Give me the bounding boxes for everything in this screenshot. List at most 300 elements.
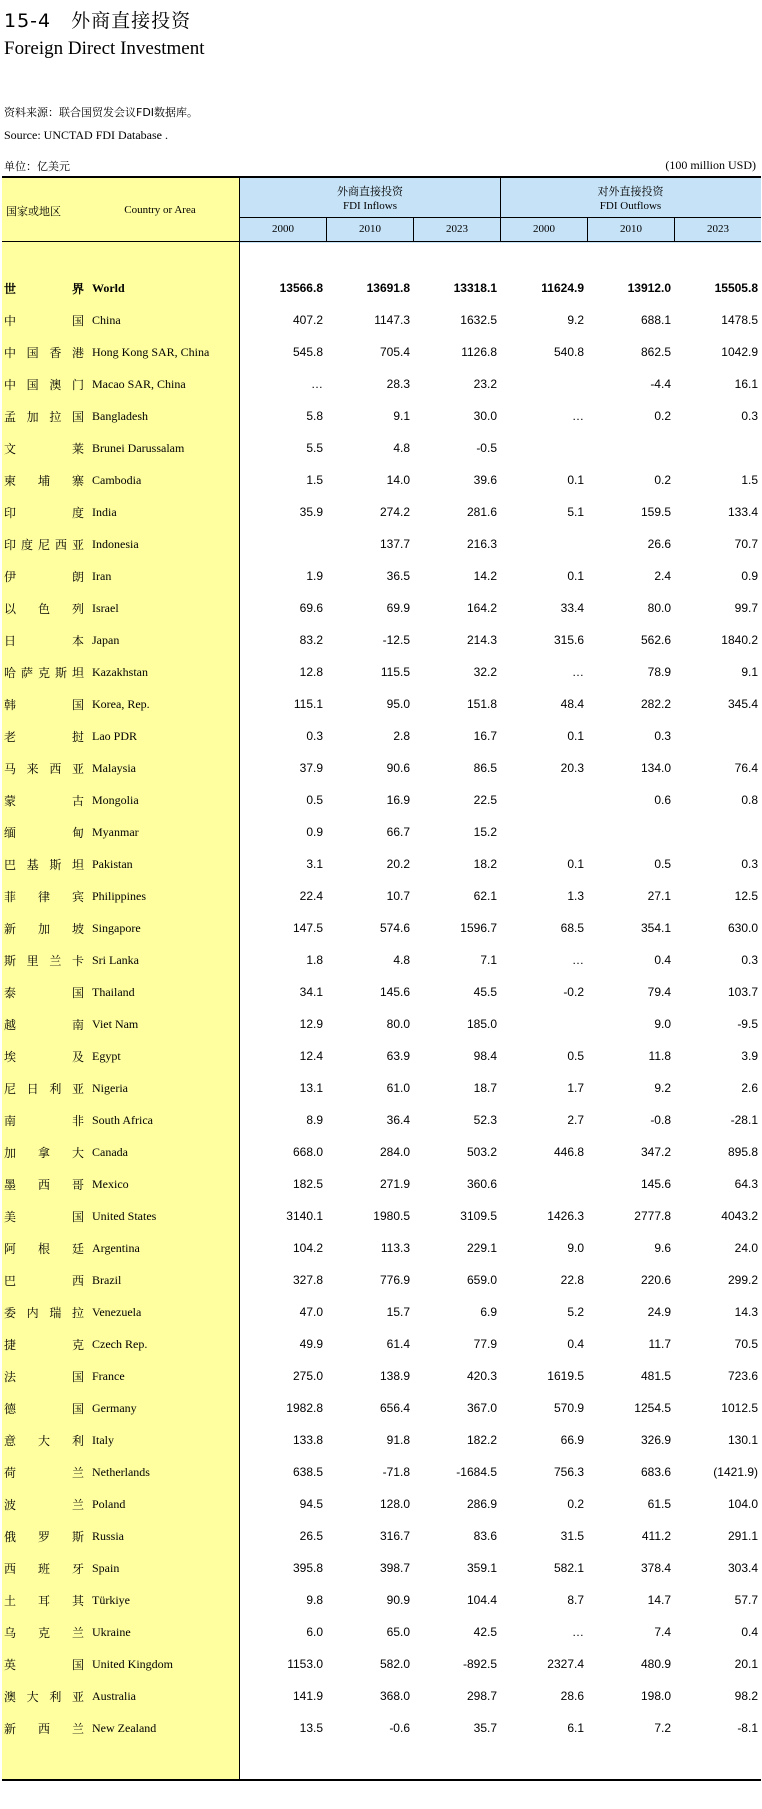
value-cell: 298.7 [466,1689,497,1703]
area-name-en: Egypt [92,1049,121,1063]
value-cell: 446.8 [553,1145,584,1159]
value-cell: 45.5 [473,985,497,999]
area-name-cn: 世 界 [4,282,84,296]
value-cell: 13.1 [299,1081,323,1095]
value-cell: 0.4 [741,1625,758,1639]
year-header: 2000 [272,223,294,235]
area-name-cn: 斯里兰卡 [4,954,84,968]
area-name-cn: 中国香港 [4,346,84,360]
value-cell: 104.0 [727,1497,758,1511]
table-row [0,1679,762,1711]
value-cell: 3.9 [741,1049,758,1063]
value-cell: 14.2 [473,569,497,583]
area-name-en: Thailand [92,985,135,999]
value-cell: 35.7 [473,1721,497,1735]
table-row [0,1615,762,1647]
value-cell: 61.4 [386,1337,410,1351]
table-row [0,271,762,303]
value-cell: -1684.5 [456,1465,497,1479]
value-cell: 14.0 [386,473,410,487]
table-row [0,1103,762,1135]
value-cell: 10.7 [386,889,410,903]
area-name-en: Australia [92,1689,136,1703]
value-cell: 4043.2 [721,1209,758,1223]
area-name-cn: 捷 克 [4,1338,84,1352]
area-name-en: South Africa [92,1113,153,1127]
value-cell: 1.9 [306,569,323,583]
area-name-en: Argentina [92,1241,140,1255]
value-cell: 570.9 [553,1401,584,1415]
value-cell: 22.4 [299,889,323,903]
value-cell: 66.9 [560,1433,584,1447]
value-cell: 480.9 [640,1657,671,1671]
value-cell: 35.9 [299,505,323,519]
value-cell: 0.8 [741,793,758,807]
area-name-cn: 菲律宾 [4,890,84,904]
value-cell: 316.7 [379,1529,410,1543]
value-cell: 5.2 [567,1305,584,1319]
value-cell: 327.8 [292,1273,323,1287]
value-cell: 103.7 [727,985,758,999]
year-header: 2010 [359,223,381,235]
value-cell: 862.5 [640,345,671,359]
year-header: 2023 [446,223,468,235]
value-cell: 299.2 [727,1273,758,1287]
value-cell: 367.0 [466,1401,497,1415]
value-cell: 271.9 [379,1177,410,1191]
value-cell: 113.3 [380,1241,410,1255]
value-cell: 1.5 [741,473,758,487]
table-row [0,1647,762,1679]
value-cell: 16.7 [473,729,497,743]
value-cell: 659.0 [466,1273,497,1287]
value-cell: -8.1 [737,1721,758,1735]
value-cell: 688.1 [640,313,671,327]
value-cell: 24.0 [734,1241,758,1255]
value-cell: 61.5 [647,1497,671,1511]
value-cell: … [572,953,584,967]
area-name-cn: 波 兰 [4,1498,84,1512]
area-name-en: Korea, Rep. [92,697,150,711]
value-cell: 99.7 [734,601,758,615]
value-cell: 18.2 [473,857,497,871]
value-cell: 137.7 [379,537,410,551]
value-cell: 28.6 [560,1689,584,1703]
value-cell: 130.1 [727,1433,758,1447]
area-name-cn: 中国澳门 [4,378,84,392]
area-name-en: Pakistan [92,857,133,871]
value-cell: 9.0 [654,1017,671,1031]
area-name-cn: 蒙 古 [4,794,84,808]
value-cell: 0.2 [567,1497,584,1511]
table-row [0,847,762,879]
area-name-cn: 加拿大 [4,1146,84,1160]
value-cell: 274.2 [379,505,410,519]
value-cell: 12.5 [734,889,758,903]
area-name-en: World [92,281,125,295]
area-name-en: Türkiye [92,1593,130,1607]
value-cell: 86.5 [473,761,497,775]
value-cell: 14.3 [734,1305,758,1319]
area-name-en: Philippines [92,889,147,903]
table-row [0,943,762,975]
table-row [0,1711,762,1743]
value-cell: 104.4 [466,1593,497,1607]
header-area-cn: 国家或地区 [6,205,61,218]
area-name-en: Macao SAR, China [92,377,186,391]
area-name-cn: 印度尼西亚 [4,538,84,552]
value-cell: 18.7 [473,1081,497,1095]
value-cell: 638.5 [292,1465,323,1479]
value-cell: 3109.5 [460,1209,497,1223]
value-cell: 28.3 [386,377,410,391]
area-name-en: Singapore [92,921,141,935]
value-cell: 141.9 [292,1689,323,1703]
table-row [0,751,762,783]
value-cell: 2.8 [393,729,410,743]
table-row [0,1551,762,1583]
area-name-cn: 德 国 [4,1402,84,1416]
value-cell: 1126.8 [461,345,497,359]
value-cell: 83.6 [473,1529,497,1543]
value-cell: 582.0 [379,1657,410,1671]
value-cell: 30.0 [473,409,497,423]
value-cell: 2.4 [654,569,671,583]
value-cell: 48.4 [560,697,584,711]
value-cell: 0.3 [741,409,758,423]
area-name-cn: 伊 朗 [4,570,84,584]
value-cell: 70.7 [734,537,758,551]
value-cell: 36.4 [386,1113,410,1127]
value-cell: 1.3 [567,889,584,903]
area-name-en: Malaysia [92,761,136,775]
value-cell: 62.1 [473,889,497,903]
value-cell: 69.9 [386,601,410,615]
area-name-cn: 乌克兰 [4,1626,84,1640]
value-cell: 79.4 [647,985,671,999]
area-name-cn: 孟加拉国 [4,410,84,424]
table-row [0,1583,762,1615]
area-name-cn: 老 挝 [4,730,84,744]
value-cell: 0.3 [654,729,671,743]
value-cell: 0.1 [567,857,584,871]
value-cell: 15505.8 [714,281,758,295]
value-cell: 281.6 [466,505,497,519]
value-cell: 284.0 [379,1145,410,1159]
value-cell: 11624.9 [541,281,584,295]
area-name-en: Germany [92,1401,137,1415]
area-name-cn: 意大利 [4,1434,84,1448]
area-name-cn: 泰 国 [4,986,84,1000]
value-cell: 13566.8 [279,281,323,295]
table-row [0,399,762,431]
value-cell: (1421.9) [713,1465,758,1479]
value-cell: 1.5 [306,473,323,487]
value-cell: 6.0 [306,1625,323,1639]
value-cell: 8.7 [567,1593,584,1607]
area-name-en: Viet Nam [92,1017,139,1031]
value-cell: -9.5 [737,1017,758,1031]
table-row [0,1231,762,1263]
value-cell: 76.4 [734,761,758,775]
table-title-cn: 15-4 外商直接投资 [4,10,192,32]
value-cell: 164.2 [466,601,497,615]
table-row [0,1071,762,1103]
value-cell: 0.9 [306,825,323,839]
area-name-en: Nigeria [92,1081,128,1095]
value-cell: 90.9 [386,1593,410,1607]
value-cell: 398.7 [379,1561,410,1575]
source-note-cn: 资料来源：联合国贸发会议FDI数据库。 [4,106,199,119]
area-name-cn: 印 度 [4,506,84,520]
value-cell: 198.0 [640,1689,671,1703]
table-row [0,1167,762,1199]
area-name-en: Ukraine [92,1625,131,1639]
value-cell: 574.6 [379,921,410,935]
value-cell: 7.4 [654,1625,671,1639]
value-cell: 104.2 [292,1241,323,1255]
value-cell: 42.5 [473,1625,497,1639]
value-cell: 303.4 [727,1561,758,1575]
value-cell: 0.2 [654,473,671,487]
value-cell: 70.5 [734,1337,758,1351]
value-cell: 656.4 [379,1401,410,1415]
value-cell: 98.2 [734,1689,758,1703]
value-cell: 80.0 [647,601,671,615]
value-cell: 368.0 [379,1689,410,1703]
area-name-en: Poland [92,1497,126,1511]
value-cell: 2.6 [741,1081,758,1095]
value-cell: 668.0 [292,1145,323,1159]
value-cell: -0.8 [650,1113,671,1127]
value-cell: 5.8 [306,409,323,423]
value-cell: 68.5 [560,921,584,935]
year-header: 2000 [533,223,555,235]
table-row [0,431,762,463]
table-row [0,1519,762,1551]
value-cell: 0.3 [741,857,758,871]
value-cell: 138.9 [379,1369,410,1383]
value-cell: 115.5 [380,665,410,679]
area-name-cn: 阿根廷 [4,1242,84,1256]
value-cell: -4.4 [650,377,671,391]
table-row [0,1135,762,1167]
area-name-en: Brunei Darussalam [92,441,185,455]
value-cell: 2.7 [567,1113,584,1127]
value-cell: … [572,665,584,679]
value-cell: 315.6 [553,633,584,647]
value-cell: 1619.5 [547,1369,584,1383]
area-name-cn: 日 本 [4,634,84,648]
value-cell: 360.6 [466,1177,497,1191]
area-name-en: Italy [92,1433,114,1447]
area-name-en: Venezuela [92,1305,142,1319]
value-cell: 94.5 [299,1497,323,1511]
value-cell: 69.6 [299,601,323,615]
value-cell: 27.1 [647,889,671,903]
value-cell: 9.1 [393,409,410,423]
value-cell: -28.1 [730,1113,758,1127]
table-row [0,1455,762,1487]
value-cell: 133.8 [292,1433,323,1447]
value-cell: 395.8 [292,1561,323,1575]
value-cell: 34.1 [299,985,323,999]
value-cell: 13318.1 [453,281,497,295]
value-cell: 145.6 [379,985,410,999]
value-cell: 229.1 [466,1241,497,1255]
value-cell: 0.4 [654,953,671,967]
value-cell: -0.2 [563,985,584,999]
area-name-en: Japan [92,633,120,647]
value-cell: 61.0 [386,1081,410,1095]
area-name-en: Spain [92,1561,120,1575]
value-cell: 6.1 [567,1721,584,1735]
area-name-en: Mexico [92,1177,129,1191]
value-cell: 0.2 [654,409,671,423]
value-cell: 895.8 [727,1145,758,1159]
value-cell: 7.1 [480,953,497,967]
table-row [0,527,762,559]
value-cell: 47.0 [299,1305,323,1319]
area-name-en: Iran [92,569,112,583]
value-cell: 0.5 [567,1049,584,1063]
value-cell: 756.3 [553,1465,584,1479]
area-name-cn: 马来西亚 [4,762,84,776]
value-cell: 0.3 [306,729,323,743]
table-row [0,1327,762,1359]
value-cell: -0.5 [476,441,497,455]
value-cell: 134.0 [640,761,671,775]
value-cell: 407.2 [292,313,323,327]
value-cell: 1254.5 [634,1401,671,1415]
table-row [0,975,762,1007]
table-row [0,1295,762,1327]
value-cell: 9.8 [306,1593,323,1607]
value-cell: 582.1 [553,1561,584,1575]
value-cell: 9.1 [741,665,758,679]
area-name-cn: 南 非 [4,1114,84,1128]
table-row [0,591,762,623]
value-cell: 12.8 [299,665,323,679]
value-cell: 64.3 [734,1177,758,1191]
value-cell: 0.1 [567,729,584,743]
value-cell: 23.2 [473,377,497,391]
value-cell: … [572,409,584,423]
value-cell: 185.0 [466,1017,497,1031]
table-row [0,623,762,655]
table-row [0,463,762,495]
table-row [0,1359,762,1391]
year-header: 2010 [620,223,642,235]
value-cell: 78.9 [647,665,671,679]
area-name-en: Sri Lanka [92,953,139,967]
table-row [0,495,762,527]
value-cell: 24.9 [647,1305,671,1319]
value-cell: 128.0 [379,1497,410,1511]
value-cell: 705.4 [379,345,410,359]
value-cell: 37.9 [299,761,323,775]
value-cell: 33.4 [560,601,584,615]
area-name-cn: 俄罗斯 [4,1530,84,1544]
value-cell: … [572,1625,584,1639]
value-cell: 49.9 [299,1337,323,1351]
area-name-cn: 英 国 [4,1658,84,1672]
area-name-cn: 越 南 [4,1018,84,1032]
value-cell: 0.5 [306,793,323,807]
unit-label-cn: 单位：亿美元 [4,160,70,173]
value-cell: 83.2 [299,633,323,647]
value-cell: 16.1 [734,377,758,391]
area-name-cn: 巴基斯坦 [4,858,84,872]
value-cell: 326.9 [640,1433,671,1447]
area-name-cn: 文 莱 [4,442,84,456]
table-row [0,303,762,335]
area-name-en: India [92,505,117,519]
table-row [0,1039,762,1071]
value-cell: 57.7 [734,1593,758,1607]
value-cell: 216.3 [466,537,497,551]
area-name-cn: 韩 国 [4,698,84,712]
value-cell: 14.7 [647,1593,671,1607]
value-cell: 12.9 [299,1017,323,1031]
table-row [0,783,762,815]
value-cell: 145.6 [640,1177,671,1191]
value-cell: 1153.0 [287,1657,323,1671]
value-cell: 26.6 [647,537,671,551]
area-name-cn: 西班牙 [4,1562,84,1576]
value-cell: 151.8 [466,697,497,711]
value-cell: 9.2 [654,1081,671,1095]
value-cell: 7.2 [654,1721,671,1735]
value-cell: 347.2 [640,1145,671,1159]
value-cell: 5.5 [306,441,323,455]
area-name-en: China [92,313,121,327]
value-cell: 32.2 [473,665,497,679]
value-cell: 1632.5 [460,313,497,327]
area-name-cn: 埃 及 [4,1050,84,1064]
area-name-en: United Kingdom [92,1657,173,1671]
value-cell: 0.1 [567,569,584,583]
value-cell: 0.3 [741,953,758,967]
value-cell: 1.7 [567,1081,584,1095]
value-cell: 66.7 [386,825,410,839]
value-cell: 282.2 [640,697,671,711]
value-cell: 26.5 [299,1529,323,1543]
value-cell: 8.9 [306,1113,323,1127]
value-cell: 16.9 [386,793,410,807]
header-bottom-rule [2,241,761,242]
value-cell: … [311,377,323,391]
value-cell: 0.4 [567,1337,584,1351]
value-cell: 13691.8 [366,281,410,295]
value-cell: 1596.7 [460,921,497,935]
table-row [0,1391,762,1423]
area-name-en: Myanmar [92,825,139,839]
value-cell: -12.5 [382,633,410,647]
table-row [0,559,762,591]
value-cell: 1.8 [306,953,323,967]
area-name-cn: 缅 甸 [4,826,84,840]
value-cell: 630.0 [727,921,758,935]
value-cell: 15.7 [386,1305,410,1319]
value-cell: 20.3 [560,761,584,775]
area-name-en: Bangladesh [92,409,148,423]
value-cell: 115.1 [293,697,323,711]
area-name-en: Indonesia [92,537,139,551]
value-cell: 9.6 [654,1241,671,1255]
value-cell: 540.8 [553,345,584,359]
table-row [0,1487,762,1519]
